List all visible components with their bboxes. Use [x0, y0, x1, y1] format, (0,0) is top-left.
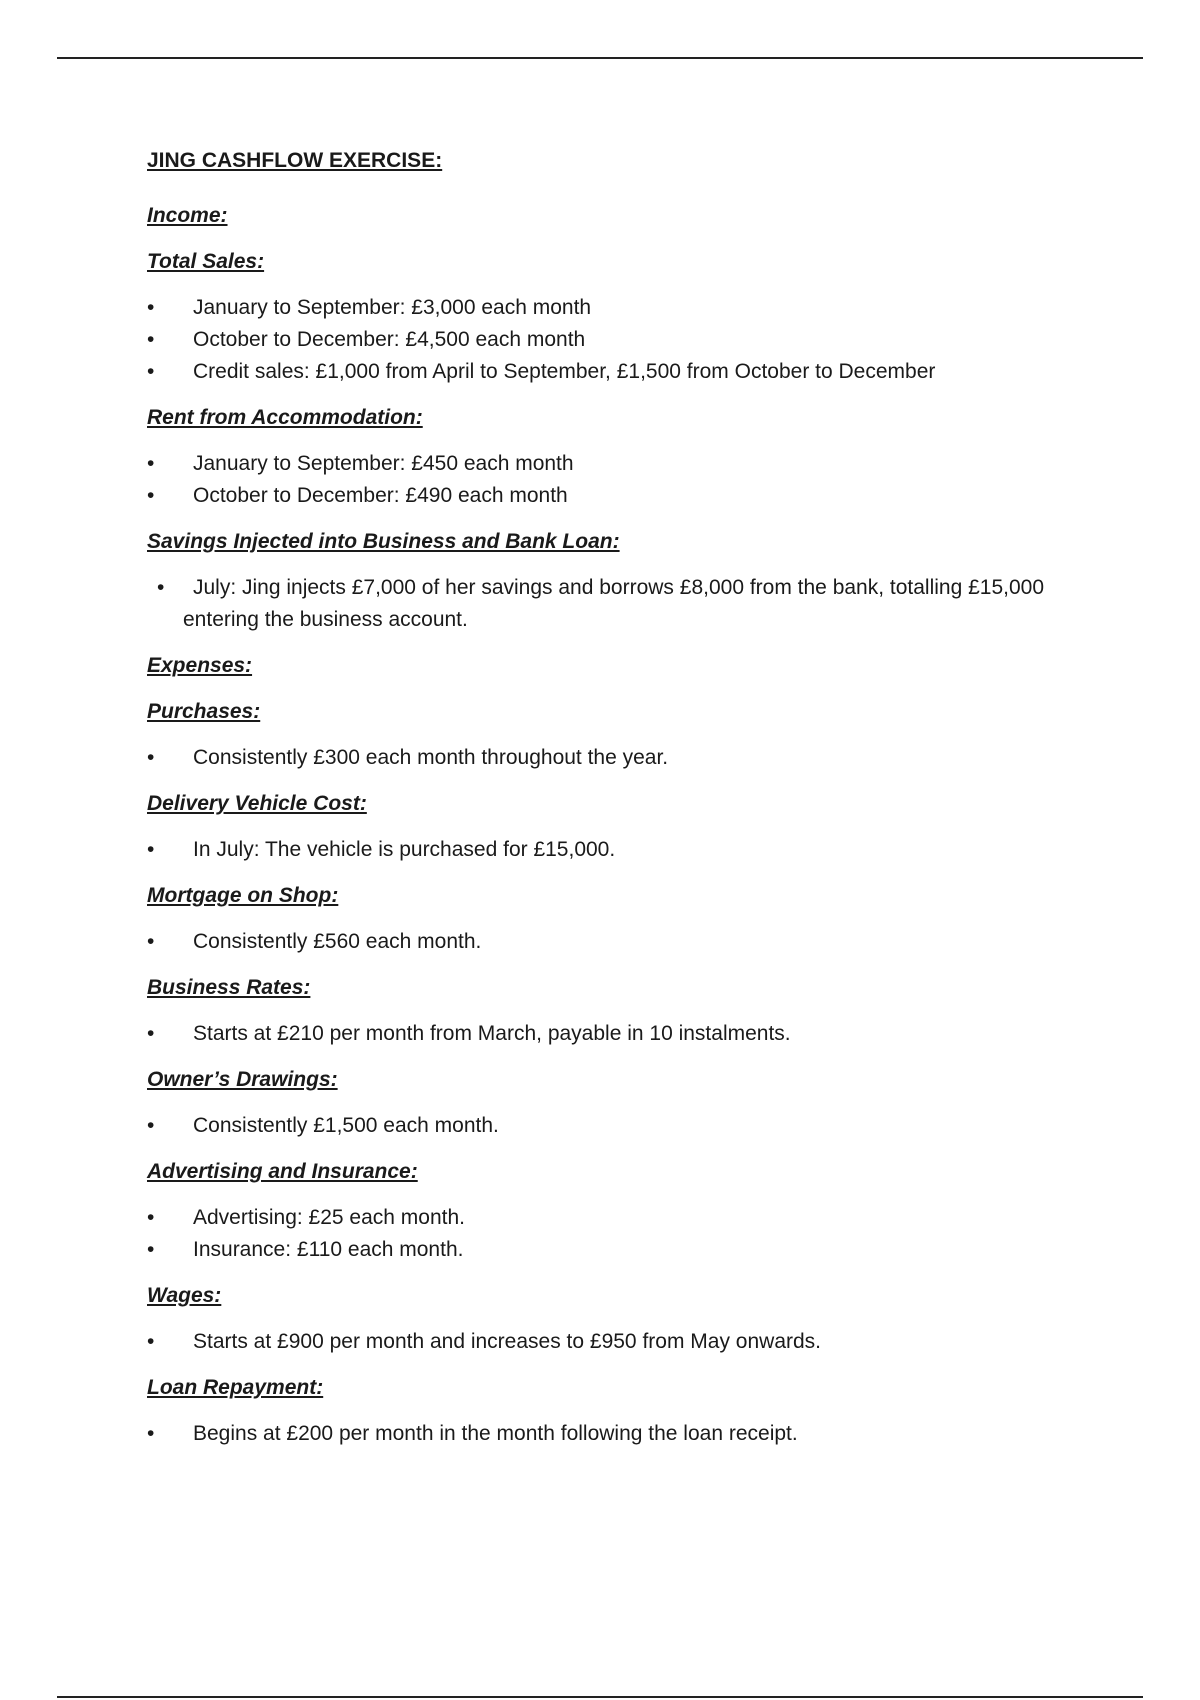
mortgage-heading: Mortgage on Shop: — [147, 884, 339, 907]
loan-repayment-list — [147, 1418, 1047, 1450]
expenses-heading: Expenses: — [147, 654, 253, 677]
list-item: • In July: The vehicle is purchased for £15,000. — [147, 834, 1047, 866]
drawings-heading: Owner’s Drawings: — [147, 1068, 338, 1091]
vehicle-heading: Delivery Vehicle Cost: — [147, 792, 367, 815]
list-item: • July: Jing injects £7,000 of her savings and borrows £8,000 from the bank, totalling £15,000 entering the business account. — [147, 572, 1047, 636]
savings-loan-list — [147, 572, 1047, 636]
drawings-list — [147, 1110, 1047, 1142]
income-heading: Income: — [147, 204, 228, 227]
list-item: • Credit sales: £1,000 from April to September, £1,500 from October to December — [147, 356, 1047, 388]
list-item: • Starts at £210 per month from March, payable in 10 instalments. — [147, 1018, 1047, 1050]
list-item: • October to December: £490 each month — [147, 480, 1047, 512]
total-sales-list — [147, 292, 1047, 388]
list-item: • Consistently £560 each month. — [147, 926, 1047, 958]
purchases-heading: Purchases: — [147, 700, 261, 723]
advertising-insurance-heading: Advertising and Insurance: — [147, 1160, 418, 1183]
list-item: • October to December: £4,500 each month — [147, 324, 1047, 356]
list-item: • January to September: £3,000 each month — [147, 292, 1047, 324]
vehicle-list — [147, 834, 1047, 866]
business-rates-list — [147, 1018, 1047, 1050]
list-item: • Consistently £1,500 each month. — [147, 1110, 1047, 1142]
rent-list — [147, 448, 1047, 512]
business-rates-heading: Business Rates: — [147, 976, 311, 999]
list-item: • Insurance: £110 each month. — [147, 1234, 1047, 1266]
list-item: • Begins at £200 per month in the month following the loan receipt. — [147, 1418, 1047, 1450]
wages-list — [147, 1326, 1047, 1358]
top-rule — [57, 57, 1143, 59]
total-sales-heading: Total Sales: — [147, 250, 265, 273]
list-item: • Consistently £300 each month throughout the year. — [147, 742, 1047, 774]
wages-heading: Wages: — [147, 1284, 222, 1307]
mortgage-list — [147, 926, 1047, 958]
loan-repayment-heading: Loan Repayment: — [147, 1376, 324, 1399]
savings-loan-heading: Savings Injected into Business and Bank Loan: — [147, 530, 620, 553]
purchases-list — [147, 742, 1047, 774]
document-body — [147, 146, 1047, 1465]
rent-heading: Rent from Accommodation: — [147, 406, 423, 429]
list-item: • January to September: £450 each month — [147, 448, 1047, 480]
bottom-rule — [57, 1696, 1143, 1698]
document-title: JING CASHFLOW EXERCISE: — [147, 149, 443, 172]
list-item: • Starts at £900 per month and increases to £950 from May onwards. — [147, 1326, 1047, 1358]
advertising-insurance-list — [147, 1202, 1047, 1266]
list-item: • Advertising: £25 each month. — [147, 1202, 1047, 1234]
